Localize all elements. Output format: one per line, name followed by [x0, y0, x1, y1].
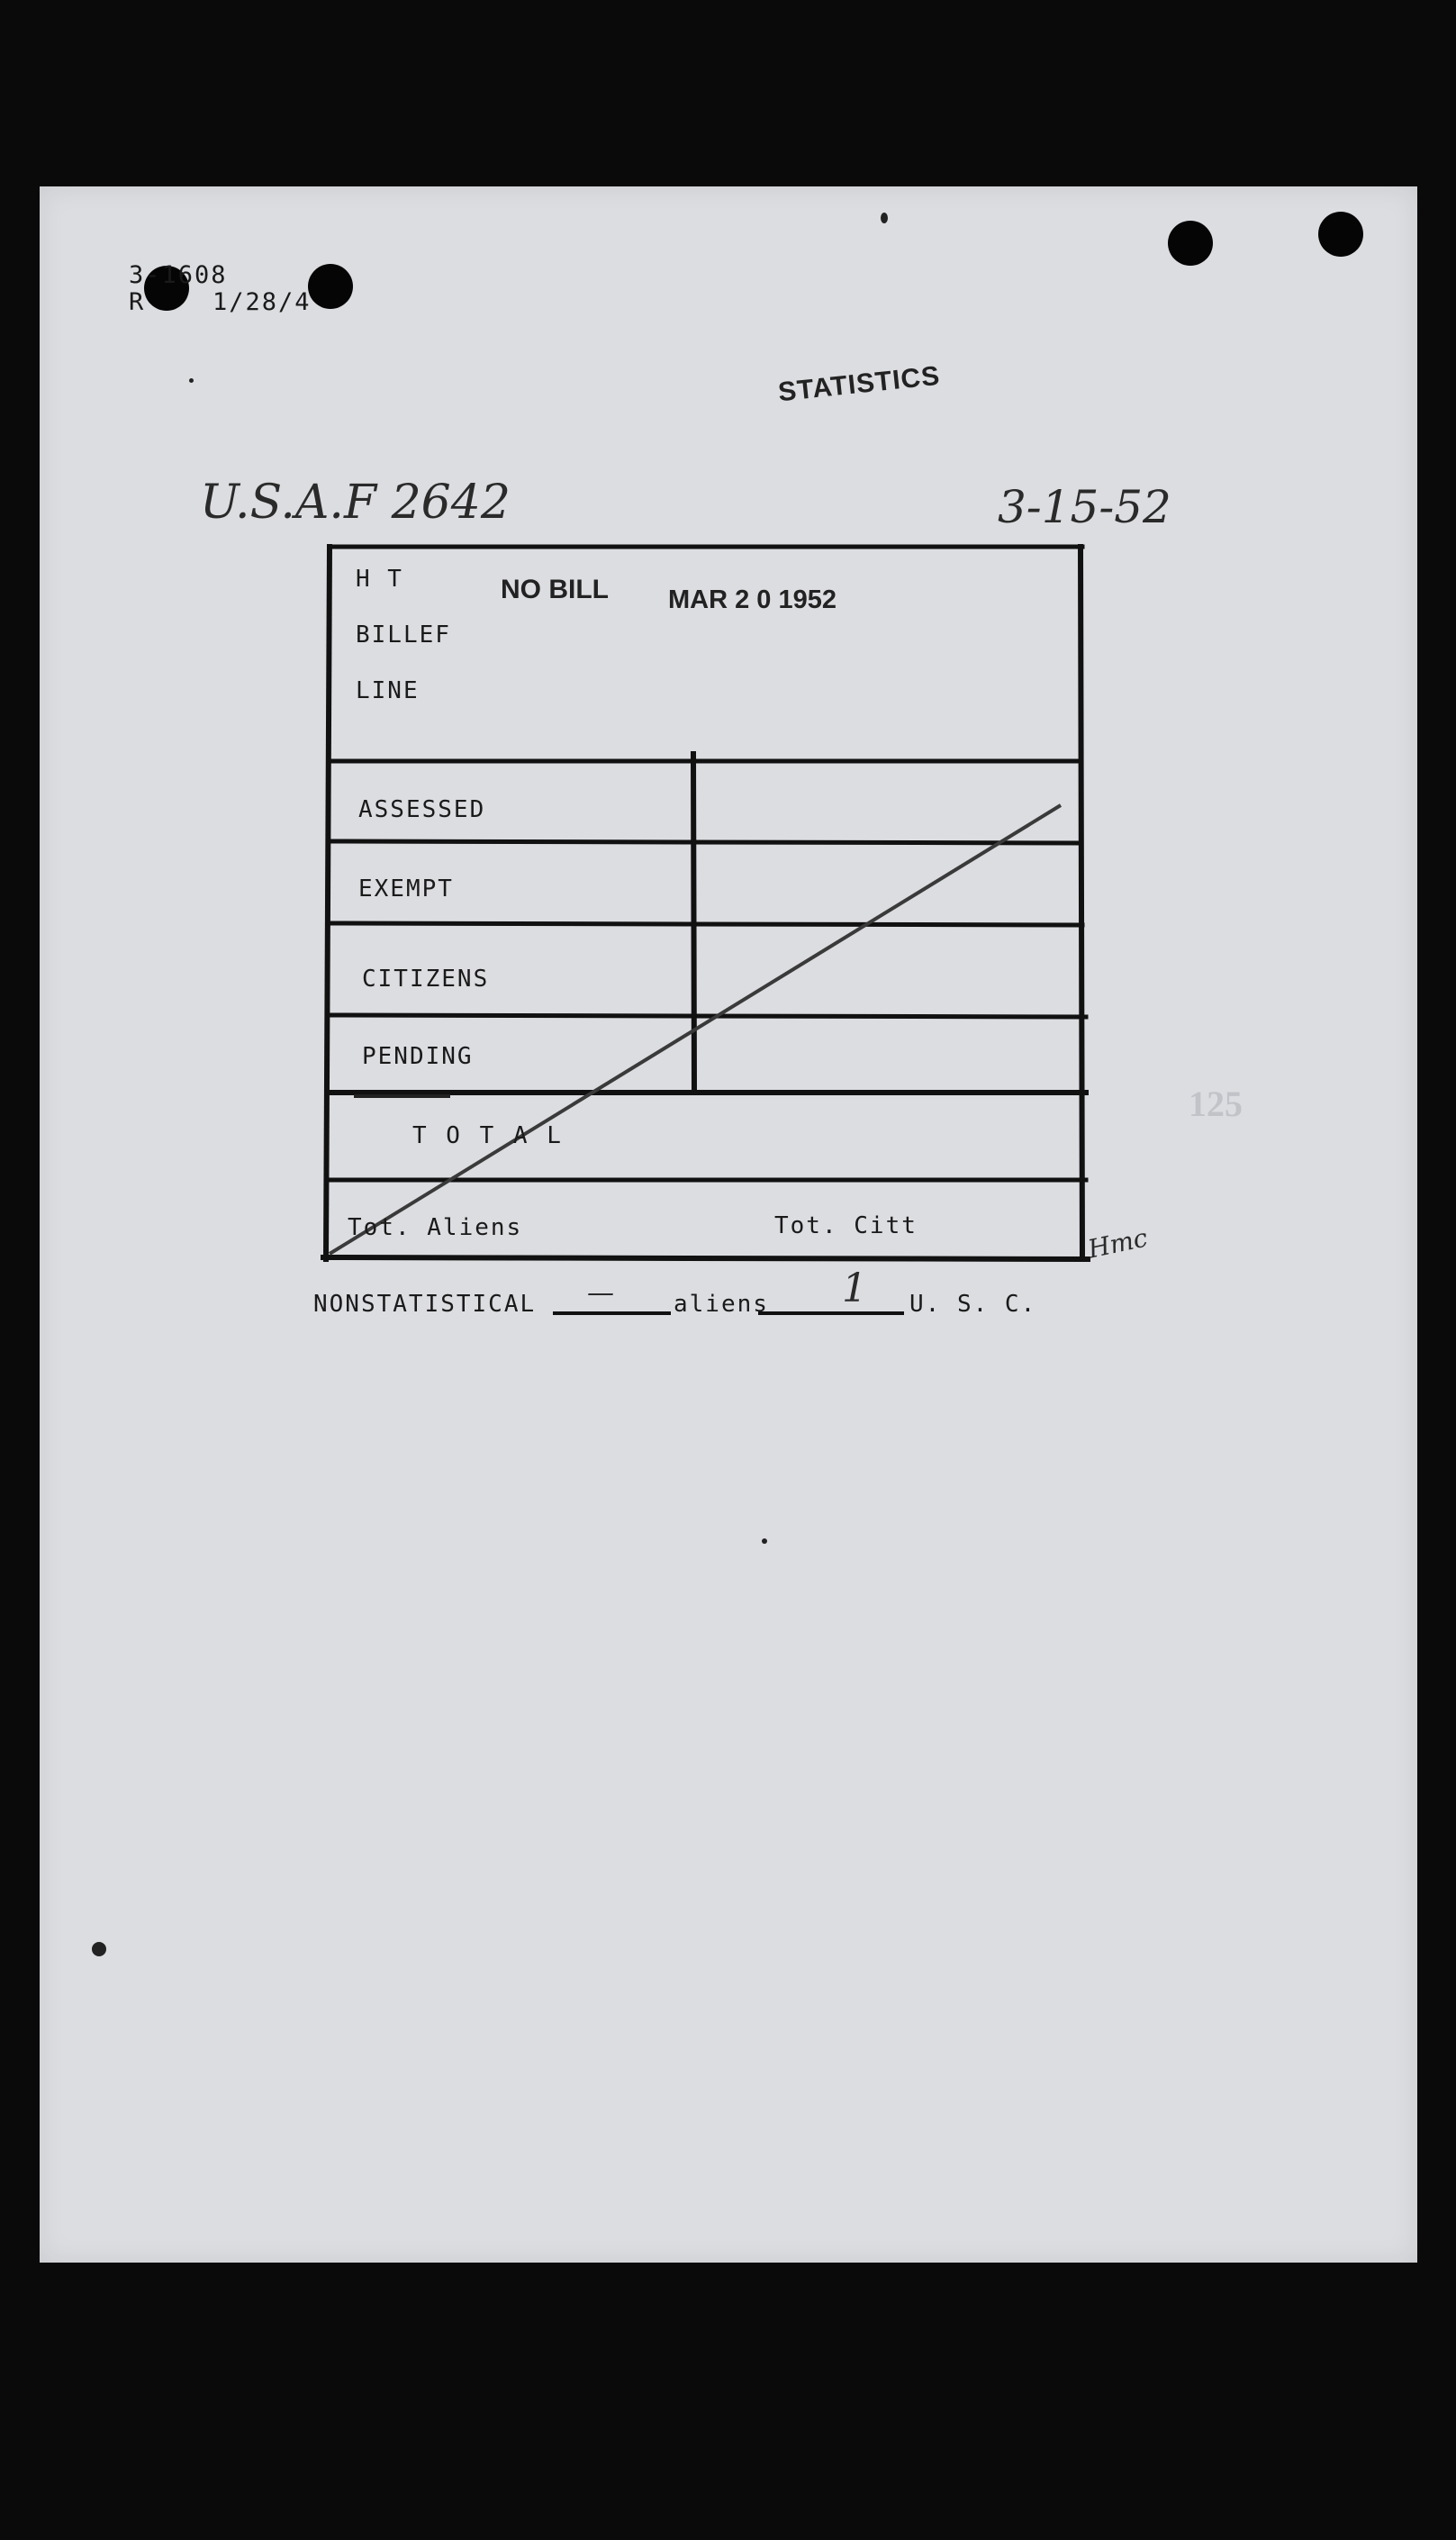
handwritten-initials: Hmc: [1085, 1222, 1151, 1265]
usc-label: U. S. C.: [909, 1291, 1037, 1318]
no-bill-stamp: NO BILL: [501, 575, 609, 604]
tot-citizens-label: Tot. Citt: [774, 1212, 918, 1239]
ink-speck: [92, 1942, 106, 1956]
ink-speck: [189, 378, 194, 383]
assessed-label: ASSESSED: [358, 796, 486, 823]
aliens-label: aliens: [674, 1291, 769, 1318]
ink-speck: [881, 213, 888, 223]
statistics-stamp: STATISTICS: [776, 360, 942, 408]
billed-label: BILLEF: [356, 621, 451, 649]
line-label: LINE: [356, 677, 420, 704]
citizens-label: CITIZENS: [362, 966, 490, 993]
date-stamp: MAR 2 0 1952: [668, 585, 837, 614]
form-revision: R: [129, 288, 146, 316]
ink-speck: [762, 1538, 767, 1544]
pending-label: PENDING: [362, 1043, 474, 1070]
faint-page-number: 125: [1189, 1084, 1243, 1124]
exempt-label: EXEMPT: [358, 875, 454, 903]
tot-aliens-label: Tot. Aliens: [348, 1214, 523, 1241]
file-number: U.S.A.F 2642: [200, 476, 511, 530]
nonstatistical-value: —: [587, 1277, 614, 1309]
aliens-value: 1: [842, 1265, 867, 1311]
ht-label: H T: [356, 566, 403, 593]
form-number: 3-1608: [129, 261, 228, 289]
nonstatistical-label: NONSTATISTICAL: [313, 1291, 537, 1318]
total-label: T O T A L: [412, 1122, 564, 1149]
handwritten-date: 3-15-52: [998, 481, 1171, 533]
form-revision-date: 1/28/4: [213, 288, 312, 316]
